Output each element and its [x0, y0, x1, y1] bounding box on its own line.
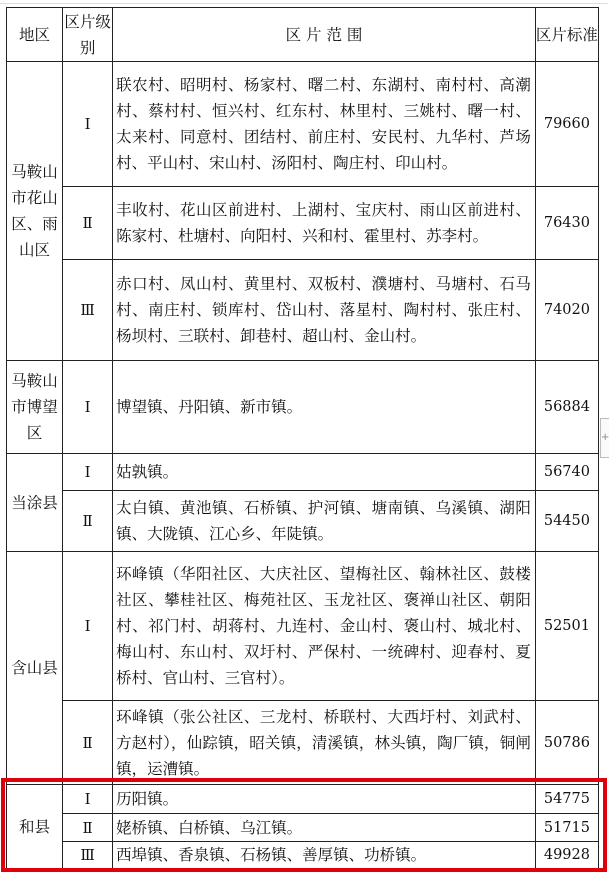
level-cell: Ⅱ: [63, 701, 113, 785]
scope-cell: 环峰镇（华阳社区、大庆社区、望梅社区、翰林社区、鼓楼社区、攀桂社区、梅苑社区、玉龙社区、褒禅山社区、朝阳村、祁门村、胡蒋村、九连村、金山村、褒山村、城北村、梅山村、东山村、双圩村、严保村、一统碑村、迎春村、夏桥村、官山村、三官村）。: [116, 565, 531, 687]
scope-cell: 丰收村、花山区前进村、上湖村、宝庆村、雨山区前进村、陈家村、杜塘村、向阳村、兴和村、霍里村、苏李村。: [116, 201, 531, 245]
scope-cell: 西埠镇、香泉镇、石杨镇、善厚镇、功桥镇。: [116, 846, 427, 864]
table-row: [7, 187, 599, 260]
table-row: [7, 785, 599, 814]
level-cell: Ⅰ: [63, 785, 113, 814]
table-row: [7, 361, 599, 454]
region-cell: 含山县: [7, 552, 63, 785]
standard-cell: 56740: [535, 454, 598, 491]
table-row: [7, 491, 599, 552]
side-expand-handle[interactable]: +: [600, 418, 609, 458]
standard-cell: 52501: [535, 552, 598, 701]
header-region: 地区: [7, 8, 63, 62]
level-cell: Ⅲ: [63, 842, 113, 869]
header-scope: 区 片 范 围: [113, 8, 536, 62]
level-cell: Ⅰ: [63, 454, 113, 491]
standard-cell: 56884: [535, 361, 598, 454]
standard-cell: 49928: [535, 842, 598, 869]
level-cell: Ⅰ: [63, 361, 113, 454]
table-row: [7, 701, 599, 785]
table-row: [7, 454, 599, 491]
region-cell: 当涂县: [7, 454, 63, 552]
scope-cell: 姑孰镇。: [116, 463, 179, 481]
header-standard: 区片标准: [535, 8, 598, 62]
region-cell: 和县: [7, 785, 63, 869]
level-cell: Ⅱ: [63, 187, 113, 260]
standard-cell: 76430: [535, 187, 598, 260]
table-header-row: [7, 8, 599, 62]
standard-cell: 74020: [535, 260, 598, 361]
land-zone-price-table: [6, 7, 599, 869]
level-cell: Ⅱ: [63, 814, 113, 842]
level-cell: Ⅰ: [63, 62, 113, 187]
header-level: 区片级别: [63, 8, 113, 62]
standard-cell: 54450: [535, 491, 598, 552]
standard-cell: 54775: [535, 785, 598, 814]
region-cell: 马鞍山市博望区: [7, 361, 63, 454]
scope-cell: 环峰镇（张公社区、三龙村、桥联村、大西圩村、刘武村、方赵村），仙踪镇，昭关镇，清溪镇，林头镇，陶厂镇，铜闸镇，运漕镇。: [116, 708, 531, 778]
level-cell: Ⅱ: [63, 491, 113, 552]
scope-cell: 历阳镇。: [116, 790, 179, 808]
scope-cell: 博望镇、丹阳镇、新市镇。: [116, 398, 303, 416]
table-row: [7, 62, 599, 187]
scope-cell: 太白镇、黄池镇、石桥镇、护河镇、塘南镇、乌溪镇、湖阳镇、大陇镇、江心乡、年陡镇。: [116, 499, 531, 543]
table-row: [7, 552, 599, 701]
table-row: [7, 260, 599, 361]
scope-cell: 姥桥镇、白桥镇、乌江镇。: [116, 818, 303, 837]
region-cell: 马鞍山市花山区、雨山区: [7, 62, 63, 361]
scope-cell: 赤口村、凤山村、黄里村、双板村、濮塘村、马塘村、石马村、南庄村、锁库村、岱山村、落星村、陶村村、张庄村、杨坝村、三联村、卸巷村、超山村、金山村。: [116, 275, 531, 345]
standard-cell: 79660: [535, 62, 598, 187]
level-cell: Ⅲ: [63, 260, 113, 361]
table-row: [7, 842, 599, 869]
page-top-edge: [0, 0, 608, 4]
scope-cell: 联农村、昭明村、杨家村、曙二村、东湖村、南村村、高潮村、蔡村村、恒兴村、红东村、林里村、三姚村、曙一村、太来村、同意村、团结村、前庄村、安民村、九华村、芦场村、平山村、宋山村、汤阳村、陶庄村、印山村。: [116, 76, 531, 172]
standard-cell: 50786: [535, 701, 598, 785]
standard-cell: 51715: [535, 814, 598, 842]
table-row: [7, 814, 599, 842]
level-cell: Ⅰ: [63, 552, 113, 701]
